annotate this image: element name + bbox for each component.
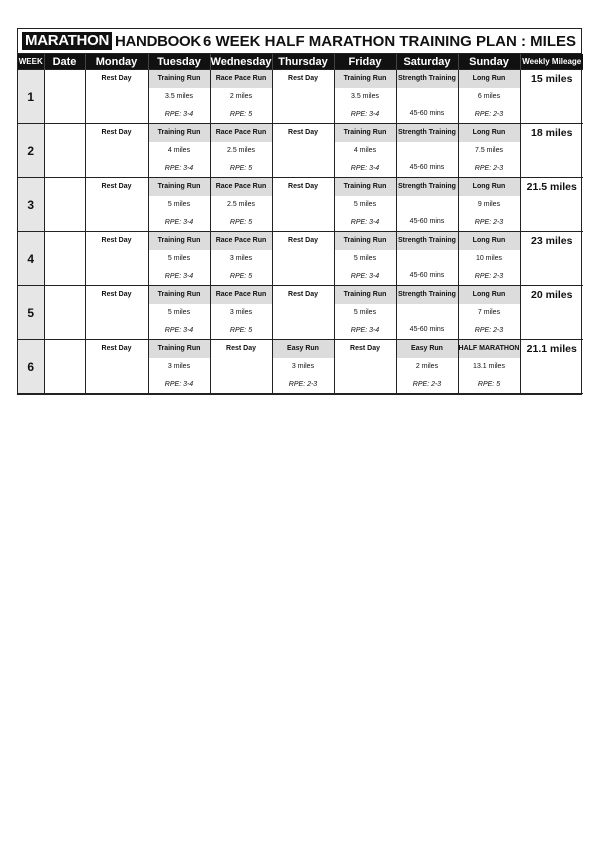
workout-distance: 10 miles bbox=[475, 255, 503, 262]
plan-title: 6 WEEK HALF MARATHON TRAINING PLAN : MILES bbox=[202, 32, 576, 50]
date-cell[interactable] bbox=[44, 340, 85, 394]
workout-effort: RPE: 2-3 bbox=[474, 111, 504, 118]
day-cell-saturday bbox=[396, 340, 458, 394]
column-header-saturday: Saturday bbox=[396, 54, 458, 70]
workout-label: Strength Training bbox=[397, 178, 458, 196]
weekly-mileage: 20 miles bbox=[520, 286, 583, 340]
column-header-sunday: Sunday bbox=[458, 54, 520, 70]
workout-label: Rest Day bbox=[101, 291, 132, 298]
workout-distance: 7.5 miles bbox=[474, 147, 503, 154]
column-header-weekly-mileage: Weekly Mileage bbox=[520, 54, 583, 70]
date-cell[interactable] bbox=[44, 124, 85, 178]
workout-effort: RPE: 2-3 bbox=[412, 381, 442, 388]
workout-distance: 6 miles bbox=[477, 93, 501, 100]
week-row bbox=[18, 340, 583, 394]
workout-distance bbox=[273, 304, 334, 322]
workout-distance bbox=[273, 250, 334, 268]
day-cell-tuesday bbox=[148, 70, 210, 124]
week-row bbox=[18, 124, 583, 178]
day-cell-tuesday bbox=[148, 232, 210, 286]
workout-distance: 3 miles bbox=[167, 363, 191, 370]
workout-label: Rest Day bbox=[288, 75, 318, 82]
training-table bbox=[18, 54, 583, 394]
workout-distance bbox=[86, 304, 148, 322]
day-cell-wednesday bbox=[210, 286, 272, 340]
column-header-week: WEEK bbox=[18, 54, 44, 70]
workout-effort: 45-60 mins bbox=[409, 326, 445, 333]
week-number: 3 bbox=[18, 178, 44, 232]
workout-label: Long Run bbox=[459, 232, 520, 250]
workout-label: Training Run bbox=[335, 232, 396, 250]
workout-effort: 45-60 mins bbox=[409, 164, 445, 171]
workout-distance: 5 miles bbox=[353, 309, 377, 316]
day-cell-saturday bbox=[396, 286, 458, 340]
workout-distance: 2 miles bbox=[415, 363, 439, 370]
workout-label: HALF MARATHON bbox=[459, 340, 520, 358]
week-number: 5 bbox=[18, 286, 44, 340]
day-cell-thursday bbox=[272, 178, 334, 232]
week-number: 1 bbox=[18, 70, 44, 124]
workout-effort: RPE: 3-4 bbox=[350, 111, 380, 118]
workout-effort: RPE: 5 bbox=[477, 381, 501, 388]
day-cell-tuesday bbox=[148, 340, 210, 394]
workout-effort: 45-60 mins bbox=[409, 110, 445, 117]
day-cell-sunday bbox=[458, 70, 520, 124]
workout-effort bbox=[86, 376, 148, 394]
logo-box-text: MARATHON bbox=[22, 32, 112, 50]
day-cell-sunday bbox=[458, 124, 520, 178]
day-cell-wednesday bbox=[210, 70, 272, 124]
workout-effort bbox=[335, 376, 396, 394]
week-row bbox=[18, 70, 583, 124]
workout-effort bbox=[273, 214, 334, 232]
workout-distance: 9 miles bbox=[477, 201, 501, 208]
workout-effort: RPE: 2-3 bbox=[474, 219, 504, 226]
day-cell-thursday bbox=[272, 124, 334, 178]
workout-label: Strength Training bbox=[397, 124, 458, 142]
workout-distance: 13.1 miles bbox=[473, 363, 505, 370]
day-cell-sunday bbox=[458, 178, 520, 232]
workout-effort: RPE: 5 bbox=[229, 273, 253, 280]
workout-label: Race Pace Run bbox=[211, 124, 272, 142]
workout-distance bbox=[335, 358, 396, 376]
workout-label: Easy Run bbox=[273, 340, 334, 358]
workout-label: Rest Day bbox=[101, 129, 132, 136]
workout-label: Training Run bbox=[149, 232, 210, 250]
workout-distance bbox=[397, 196, 458, 213]
weekly-mileage: 18 miles bbox=[520, 124, 583, 178]
day-cell-wednesday bbox=[210, 124, 272, 178]
workout-effort: RPE: 3-4 bbox=[350, 165, 380, 172]
day-cell-monday bbox=[85, 232, 148, 286]
workout-distance: 5 miles bbox=[353, 255, 377, 262]
marathon-handbook-logo bbox=[22, 32, 201, 50]
workout-effort bbox=[273, 106, 334, 124]
day-cell-friday bbox=[334, 70, 396, 124]
workout-effort: RPE: 3-4 bbox=[164, 111, 194, 118]
column-header-tuesday: Tuesday bbox=[148, 54, 210, 70]
workout-label: Race Pace Run bbox=[211, 232, 272, 250]
workout-label: Race Pace Run bbox=[211, 286, 272, 304]
workout-label: Long Run bbox=[459, 124, 520, 142]
workout-label: Rest Day bbox=[288, 129, 318, 136]
workout-effort: RPE: 5 bbox=[229, 327, 253, 334]
week-number: 4 bbox=[18, 232, 44, 286]
workout-distance bbox=[86, 358, 148, 376]
training-plan-sheet bbox=[17, 28, 582, 395]
workout-label: Race Pace Run bbox=[211, 178, 272, 196]
workout-label: Training Run bbox=[149, 286, 210, 304]
workout-label: Rest Day bbox=[288, 237, 318, 244]
workout-label: Rest Day bbox=[288, 183, 318, 190]
day-cell-wednesday bbox=[210, 178, 272, 232]
day-cell-thursday bbox=[272, 340, 334, 394]
week-number: 2 bbox=[18, 124, 44, 178]
weekly-mileage: 21.5 miles bbox=[520, 178, 583, 232]
workout-effort: RPE: 3-4 bbox=[164, 165, 194, 172]
workout-distance: 3 miles bbox=[229, 255, 253, 262]
workout-distance: 2.5 miles bbox=[226, 147, 255, 154]
workout-label: Easy Run bbox=[397, 340, 458, 358]
day-cell-wednesday bbox=[210, 232, 272, 286]
workout-label: Strength Training bbox=[397, 286, 458, 304]
workout-effort: RPE: 2-3 bbox=[474, 273, 504, 280]
day-cell-saturday bbox=[396, 70, 458, 124]
workout-distance bbox=[86, 88, 148, 106]
workout-effort: RPE: 3-4 bbox=[350, 327, 380, 334]
workout-distance: 7 miles bbox=[477, 309, 501, 316]
week-row bbox=[18, 178, 583, 232]
workout-label: Rest Day bbox=[226, 345, 256, 352]
workout-distance bbox=[273, 196, 334, 214]
workout-distance: 5 miles bbox=[353, 201, 377, 208]
date-cell[interactable] bbox=[44, 178, 85, 232]
workout-effort bbox=[86, 214, 148, 232]
day-cell-tuesday bbox=[148, 124, 210, 178]
week-number: 6 bbox=[18, 340, 44, 394]
workout-label: Strength Training bbox=[397, 70, 458, 88]
workout-distance: 2.5 miles bbox=[226, 201, 255, 208]
workout-distance bbox=[273, 88, 334, 106]
workout-effort: 45-60 mins bbox=[409, 272, 445, 279]
workout-distance: 2 miles bbox=[229, 93, 253, 100]
workout-effort: RPE: 3-4 bbox=[164, 273, 194, 280]
day-cell-wednesday bbox=[210, 340, 272, 394]
workout-distance: 4 miles bbox=[167, 147, 191, 154]
column-header-wednesday: Wednesday bbox=[210, 55, 272, 68]
workout-distance bbox=[397, 250, 458, 267]
day-cell-friday bbox=[334, 340, 396, 394]
workout-distance bbox=[273, 142, 334, 160]
date-cell[interactable] bbox=[44, 232, 85, 286]
day-cell-saturday bbox=[396, 178, 458, 232]
workout-label: Rest Day bbox=[101, 237, 132, 244]
day-cell-monday bbox=[85, 178, 148, 232]
workout-distance bbox=[397, 88, 458, 105]
workout-label: Long Run bbox=[459, 70, 520, 88]
day-cell-sunday bbox=[458, 340, 520, 394]
workout-effort bbox=[273, 268, 334, 286]
day-cell-saturday bbox=[396, 124, 458, 178]
day-cell-friday bbox=[334, 178, 396, 232]
day-cell-friday bbox=[334, 232, 396, 286]
day-cell-sunday bbox=[458, 286, 520, 340]
workout-distance bbox=[86, 250, 148, 268]
day-cell-monday bbox=[85, 340, 148, 394]
workout-effort: RPE: 3-4 bbox=[350, 273, 380, 280]
workout-label: Training Run bbox=[335, 178, 396, 196]
workout-effort bbox=[273, 160, 334, 178]
workout-distance: 3 miles bbox=[291, 363, 315, 370]
workout-label: Race Pace Run bbox=[211, 70, 272, 88]
workout-distance: 3.5 miles bbox=[350, 93, 379, 100]
week-row bbox=[18, 286, 583, 340]
workout-effort bbox=[86, 322, 148, 340]
workout-label: Training Run bbox=[335, 124, 396, 142]
header-row bbox=[18, 54, 583, 70]
workout-effort: RPE: 3-4 bbox=[350, 219, 380, 226]
workout-effort: RPE: 3-4 bbox=[164, 327, 194, 334]
day-cell-tuesday bbox=[148, 286, 210, 340]
logo-text: HANDBOOK bbox=[114, 32, 201, 50]
workout-effort bbox=[86, 268, 148, 286]
workout-distance: 5 miles bbox=[167, 309, 191, 316]
workout-distance: 5 miles bbox=[167, 201, 191, 208]
workout-effort: RPE: 5 bbox=[229, 219, 253, 226]
weekly-mileage: 23 miles bbox=[520, 232, 583, 286]
weekly-mileage: 15 miles bbox=[520, 70, 583, 124]
workout-effort: RPE: 3-4 bbox=[164, 381, 194, 388]
workout-distance bbox=[397, 142, 458, 159]
day-cell-monday bbox=[85, 286, 148, 340]
workout-label: Rest Day bbox=[101, 183, 132, 190]
workout-label: Long Run bbox=[459, 178, 520, 196]
day-cell-thursday bbox=[272, 286, 334, 340]
workout-distance: 3.5 miles bbox=[164, 93, 193, 100]
workout-effort: RPE: 2-3 bbox=[288, 381, 318, 388]
workout-label: Training Run bbox=[149, 70, 210, 88]
day-cell-monday bbox=[85, 70, 148, 124]
workout-label: Strength Training bbox=[397, 232, 458, 250]
workout-effort: 45-60 mins bbox=[409, 218, 445, 225]
workout-label: Training Run bbox=[149, 340, 210, 358]
workout-label: Training Run bbox=[335, 286, 396, 304]
workout-effort bbox=[273, 322, 334, 340]
workout-effort: RPE: 2-3 bbox=[474, 327, 504, 334]
column-header-thursday: Thursday bbox=[272, 54, 334, 70]
day-cell-monday bbox=[85, 124, 148, 178]
workout-effort bbox=[86, 106, 148, 124]
date-cell[interactable] bbox=[44, 286, 85, 340]
workout-effort: RPE: 3-4 bbox=[164, 219, 194, 226]
day-cell-thursday bbox=[272, 70, 334, 124]
weekly-mileage: 21.1 miles bbox=[520, 340, 583, 394]
workout-distance: 5 miles bbox=[167, 255, 191, 262]
workout-effort bbox=[211, 376, 272, 394]
day-cell-thursday bbox=[272, 232, 334, 286]
title-row bbox=[18, 29, 581, 54]
workout-distance bbox=[86, 196, 148, 214]
workout-effort: RPE: 5 bbox=[229, 111, 253, 118]
workout-label: Rest Day bbox=[288, 291, 318, 298]
day-cell-saturday bbox=[396, 232, 458, 286]
column-header-monday: Monday bbox=[85, 54, 148, 70]
workout-label: Long Run bbox=[459, 286, 520, 304]
column-header-friday: Friday bbox=[334, 54, 396, 70]
workout-distance bbox=[211, 358, 272, 376]
workout-distance: 3 miles bbox=[229, 309, 253, 316]
workout-label: Training Run bbox=[149, 124, 210, 142]
workout-label: Rest Day bbox=[101, 75, 132, 82]
week-row bbox=[18, 232, 583, 286]
workout-label: Rest Day bbox=[350, 345, 380, 352]
workout-label: Training Run bbox=[149, 178, 210, 196]
workout-label: Rest Day bbox=[101, 345, 132, 352]
workout-effort bbox=[86, 160, 148, 178]
workout-distance bbox=[397, 304, 458, 321]
date-cell[interactable] bbox=[44, 70, 85, 124]
workout-distance bbox=[86, 142, 148, 160]
day-cell-friday bbox=[334, 286, 396, 340]
workout-effort: RPE: 2-3 bbox=[474, 165, 504, 172]
day-cell-sunday bbox=[458, 232, 520, 286]
workout-distance: 4 miles bbox=[353, 147, 377, 154]
day-cell-friday bbox=[334, 124, 396, 178]
workout-effort: RPE: 5 bbox=[229, 165, 253, 172]
column-header-date: Date bbox=[44, 54, 85, 70]
day-cell-tuesday bbox=[148, 178, 210, 232]
workout-label: Training Run bbox=[335, 70, 396, 88]
